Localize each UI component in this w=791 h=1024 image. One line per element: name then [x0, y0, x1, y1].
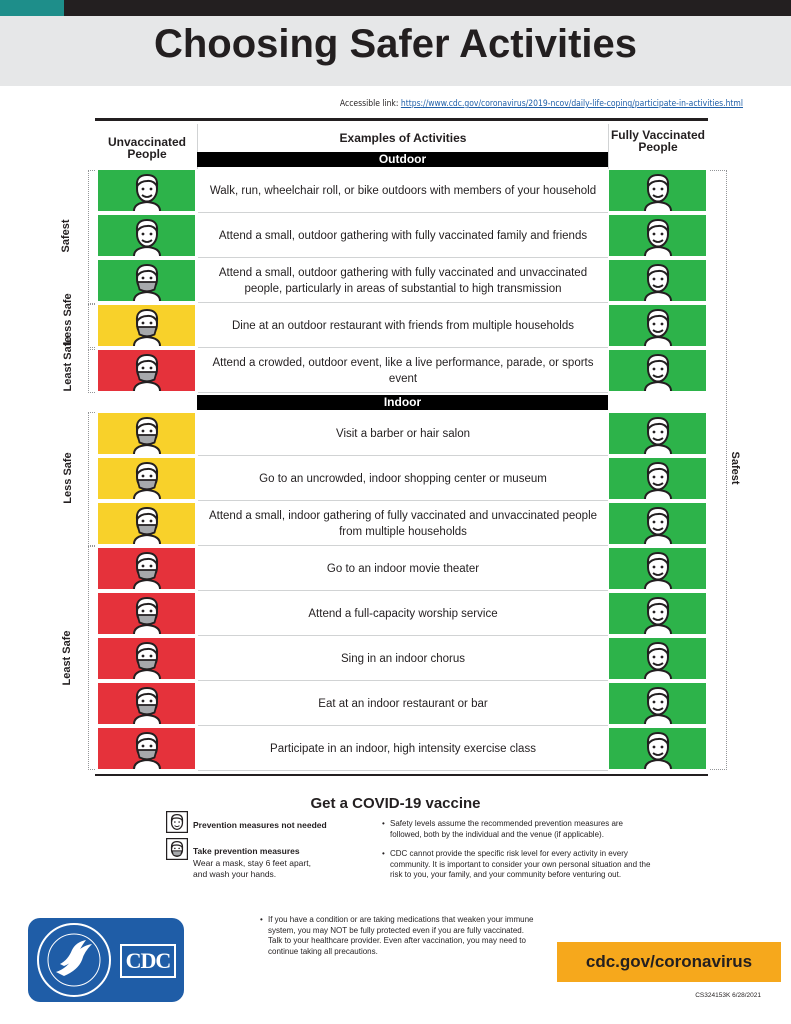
- unvaccinated-risk-cell: [97, 259, 196, 302]
- top-bar-accent: [0, 0, 64, 16]
- cdc-logo-mark: [120, 944, 176, 978]
- table-top-rule: [95, 118, 708, 121]
- smiling-face-icon: [129, 171, 165, 211]
- document-id: CS324153K 6/28/2021: [695, 992, 761, 999]
- smiling-face-icon: [640, 216, 676, 256]
- masked-face-icon: [129, 414, 165, 454]
- masked-face-icon: [129, 729, 165, 769]
- activity-description: Sing in an indoor chorus: [198, 637, 608, 681]
- smiling-face-icon: [640, 414, 676, 454]
- unvaccinated-risk-cell: [97, 304, 196, 347]
- smiling-face-icon: [640, 351, 676, 391]
- top-bar: [0, 0, 791, 16]
- col-vaccinated-header: Fully Vaccinated People: [610, 128, 706, 154]
- smiling-face-icon: [640, 261, 676, 301]
- note-safety-levels: [382, 819, 652, 840]
- smiling-face-icon: [640, 729, 676, 769]
- note-risk-level: [382, 849, 652, 881]
- masked-face-icon: [129, 306, 165, 346]
- label-less-safe-outdoor-text: Less Safe: [62, 293, 74, 345]
- smiling-face-icon: [640, 594, 676, 634]
- legend-no-measures-label: Prevention measures not needed: [193, 820, 327, 830]
- accessible-link-line: [340, 99, 743, 109]
- page-title: Choosing Safer Activities: [153, 22, 638, 66]
- activity-description: Participate in an indoor, high intensity exercise class: [198, 727, 608, 771]
- section-indoor-bar: Indoor: [197, 395, 608, 410]
- vaccinated-risk-cell: [608, 412, 707, 455]
- note-immune: [260, 915, 536, 957]
- bracket-less-safe-outdoor: [88, 304, 95, 348]
- cdc-logo-text: CDC: [125, 948, 171, 973]
- activity-description: Eat at an indoor restaurant or bar: [198, 682, 608, 726]
- vaccinated-risk-cell: [608, 547, 707, 590]
- note-risk-level-text: CDC cannot provide the specific risk level for every activity in every community. It is important to consider your own personal situation and the risk to you, your family, and your community before venturing out.: [390, 849, 651, 879]
- label-least-safe-outdoor: [62, 334, 74, 394]
- cdc-url-banner[interactable]: cdc.gov/coronavirus: [557, 942, 781, 982]
- label-least-safe-indoor: Least Safe: [61, 630, 73, 686]
- bracket-least-safe-outdoor: [88, 349, 95, 393]
- unvaccinated-risk-cell: [97, 214, 196, 257]
- hhs-seal-icon: [34, 920, 114, 1000]
- masked-face-icon: [129, 261, 165, 301]
- bullet: •: [382, 849, 385, 858]
- vaccinated-risk-cell: [608, 457, 707, 500]
- masked-face-icon: [129, 594, 165, 634]
- activity-description: Attend a small, outdoor gathering with fully vaccinated family and friends: [198, 214, 608, 258]
- col-unvaccinated-header: Unvaccinated People: [107, 135, 187, 161]
- activity-description: Attend a crowded, outdoor event, like a live performance, parade, or sports event: [198, 349, 608, 393]
- unvaccinated-risk-cell: [97, 682, 196, 725]
- masked-face-icon: [129, 684, 165, 724]
- unvaccinated-risk-cell: [97, 412, 196, 455]
- vaccinated-risk-cell: [608, 259, 707, 302]
- label-least-safe-outdoor-text: Least Safe: [62, 336, 74, 392]
- smiling-face-icon: [640, 459, 676, 499]
- activity-description: Attend a small, outdoor gathering with fully vaccinated and unvaccinated people, particularly in areas of substantial to high transmission: [198, 259, 608, 303]
- legend-masked-face-icon: [166, 838, 188, 865]
- label-safest-right: Safest: [729, 451, 741, 485]
- bracket-least-safe-indoor: [88, 546, 95, 770]
- legend-take-measures-label: Take prevention measures: [193, 846, 300, 856]
- activity-description: Visit a barber or hair salon: [198, 412, 608, 456]
- unvaccinated-risk-cell: [97, 502, 196, 545]
- vaccinated-risk-cell: [608, 304, 707, 347]
- vaccine-heading: Get a COVID-19 vaccine: [310, 795, 481, 812]
- vaccinated-risk-cell: [608, 214, 707, 257]
- vaccinated-risk-cell: [608, 727, 707, 770]
- note-safety-levels-text: Safety levels assume the recommended prevention measures are followed, both by the individual and the venue (if applicable).: [390, 819, 624, 839]
- smiling-face-icon: [129, 216, 165, 256]
- vaccinated-risk-cell: [608, 502, 707, 545]
- legend-unmasked-face-icon: [166, 811, 188, 838]
- unvaccinated-risk-cell: [97, 592, 196, 635]
- legend-take-measures-detail: Wear a mask, stay 6 feet apart, and wash your hands.: [193, 858, 311, 879]
- bullet: •: [260, 915, 263, 924]
- smiling-face-icon: [640, 171, 676, 211]
- masked-face-icon: [129, 549, 165, 589]
- unvaccinated-risk-cell: [97, 547, 196, 590]
- masked-face-icon: [129, 459, 165, 499]
- unvaccinated-risk-cell: [97, 349, 196, 392]
- activity-description: Walk, run, wheelchair roll, or bike outdoors with members of your household: [198, 169, 608, 213]
- masked-face-icon: [129, 639, 165, 679]
- unvaccinated-risk-cell: [97, 457, 196, 500]
- activity-description: Dine at an outdoor restaurant with friends from multiple households: [198, 304, 608, 348]
- vaccinated-risk-cell: [608, 169, 707, 212]
- vaccinated-risk-cell: [608, 682, 707, 725]
- masked-face-icon: [129, 351, 165, 391]
- smiling-face-icon: [640, 306, 676, 346]
- vaccinated-risk-cell: [608, 592, 707, 635]
- masked-face-icon: [129, 504, 165, 544]
- unvaccinated-risk-cell: [97, 169, 196, 212]
- smiling-face-icon: [640, 504, 676, 544]
- col-activities-header: Examples of Activities: [339, 131, 467, 145]
- smiling-face-icon: [640, 639, 676, 679]
- smiling-face-icon: [640, 549, 676, 589]
- accessible-link-label: Accessible link:: [339, 99, 399, 109]
- unvaccinated-risk-cell: [97, 727, 196, 770]
- bracket-safest-right: [710, 170, 727, 770]
- activity-description: Go to an indoor movie theater: [198, 547, 608, 591]
- bracket-safest: [88, 170, 95, 304]
- bracket-less-safe-indoor: [88, 412, 95, 546]
- label-safest: Safest: [60, 219, 72, 253]
- label-less-safe-indoor: Less Safe: [62, 452, 74, 504]
- note-immune-text: If you have a condition or are taking medications that weaken your immune system, you may NOT be fully protected even if you are fully vaccinated. Talk to your healthcare provider. Even after vaccination, you may need to continue taking all precautions.: [268, 915, 534, 956]
- activity-description: Go to an uncrowded, indoor shopping center or museum: [198, 457, 608, 501]
- bullet: •: [382, 819, 385, 828]
- table-bottom-rule: [95, 774, 708, 776]
- activity-description: Attend a full-capacity worship service: [198, 592, 608, 636]
- vaccinated-risk-cell: [608, 637, 707, 680]
- smiling-face-icon: [640, 684, 676, 724]
- vaccinated-risk-cell: [608, 349, 707, 392]
- hhs-cdc-logo: [28, 918, 184, 1002]
- section-outdoor-bar: Outdoor: [197, 152, 608, 167]
- activity-description: Attend a small, indoor gathering of fully vaccinated and unvaccinated people from multiple households: [198, 502, 608, 546]
- accessible-link[interactable]: https://www.cdc.gov/coronavirus/2019-ncov/daily-life-coping/participate-in-activities.html: [400, 99, 743, 109]
- unvaccinated-risk-cell: [97, 637, 196, 680]
